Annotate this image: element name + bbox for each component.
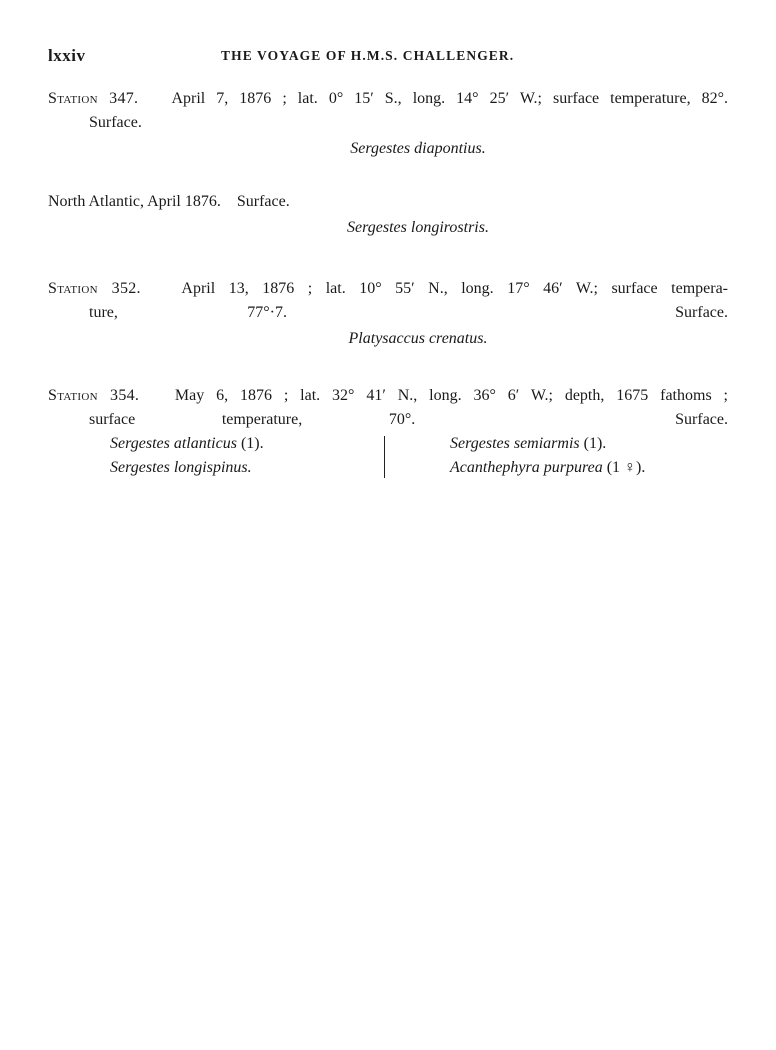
species-item: Acanthephyra purpurea (1 ♀). <box>450 459 646 476</box>
species-column-right <box>450 432 645 480</box>
entry-description: North Atlantic, April 1876. Surface. <box>48 193 290 210</box>
entry-description <box>48 87 728 135</box>
species-item: Sergestes atlanticus (1). <box>110 435 264 452</box>
entry-text-line1: May 6, 1876 ; lat. 32° 41′ N., long. 36° 6′ W.; depth, 1675 fathoms ; <box>174 387 729 404</box>
species-name: Sergestes longirostris. <box>347 219 489 236</box>
page-header <box>48 46 728 70</box>
entry-description <box>48 384 728 432</box>
running-title: THE VOYAGE OF H.M.S. CHALLENGER. <box>221 48 515 63</box>
entry-description <box>48 277 728 325</box>
station-label: Station 352. <box>48 280 141 297</box>
species-item: Sergestes longispinus. <box>110 459 252 476</box>
station-label: Station 347. <box>48 90 139 107</box>
entry-text-line2: Surface. <box>89 114 142 131</box>
entry-station-354 <box>48 384 728 482</box>
entry-station-352 <box>48 277 728 351</box>
station-label: Station 354. <box>48 387 140 404</box>
species-item: Sergestes semiarmis (1). <box>450 435 607 452</box>
entry-text-line1: April 13, 1876 ; lat. 10° 55′ N., long. 17° 46′ W.; surface tempera- <box>181 280 728 297</box>
page-number: lxxiv <box>48 46 86 65</box>
species-columns <box>48 432 728 482</box>
species-column-left <box>110 432 264 480</box>
column-divider <box>384 436 385 478</box>
entry-station-347 <box>48 87 728 161</box>
entry-text-line2: ture, 77°·7. Surface. <box>89 304 728 321</box>
species-name: Platysaccus crenatus. <box>348 330 488 347</box>
entry-north-atlantic <box>48 190 728 240</box>
entry-text-line1: April 7, 1876 ; lat. 0° 15′ S., long. 14° 25′ W.; surface temperature, 82°. <box>171 90 729 107</box>
species-name: Sergestes diapontius. <box>350 140 486 157</box>
entry-text-line2: surface temperature, 70°. Surface. <box>89 411 728 428</box>
